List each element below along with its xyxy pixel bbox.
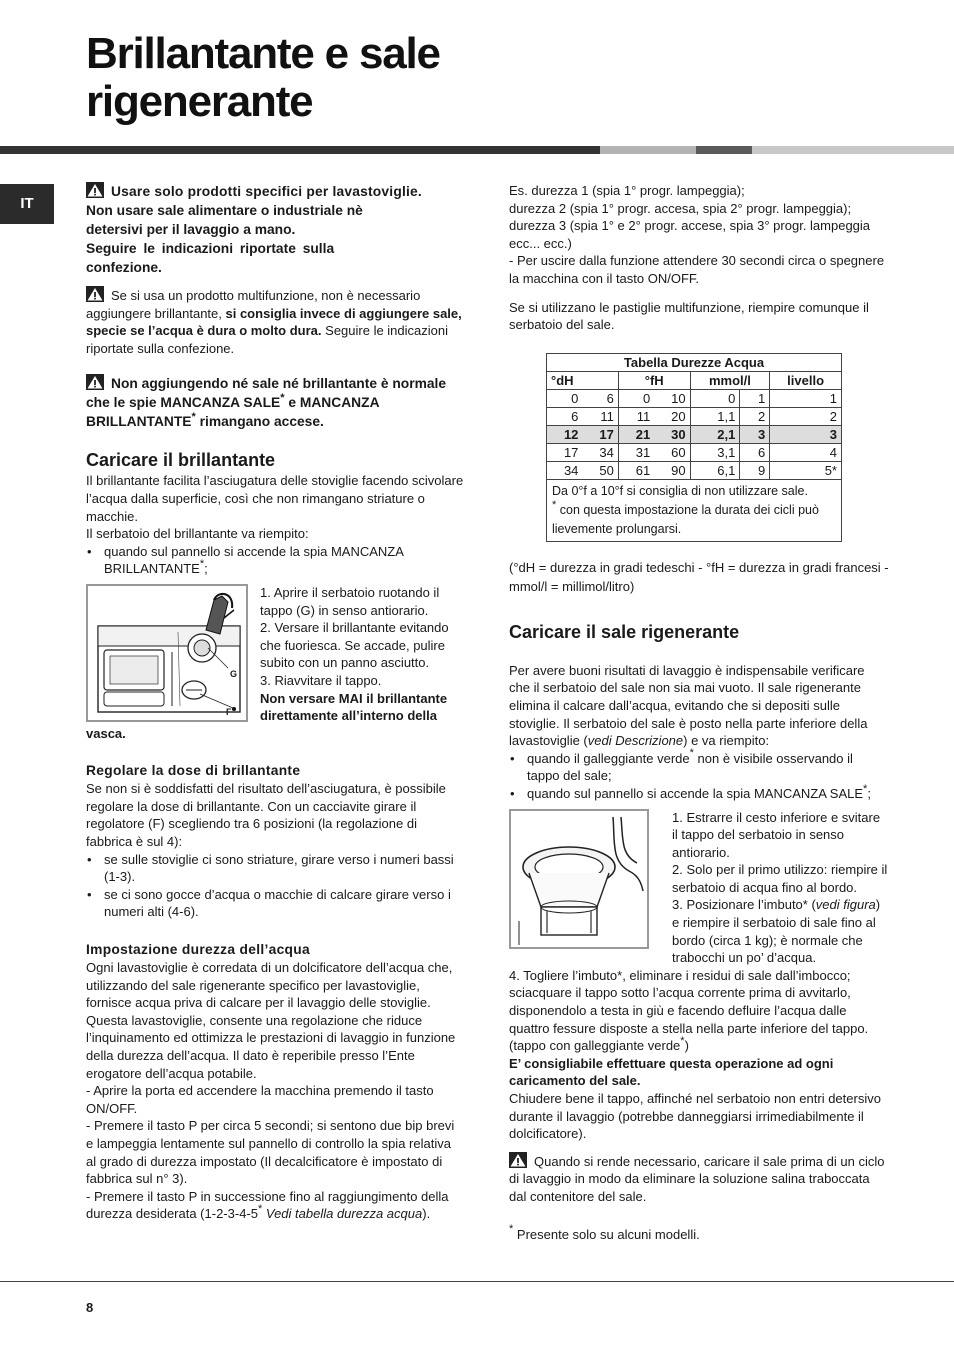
- salt-list: [509, 747, 889, 803]
- warning-icon: [86, 182, 104, 198]
- table-cell: 12: [547, 425, 583, 443]
- table-cell: 1,1: [690, 407, 740, 425]
- list-item: • quando sul pannello si accende la spia MANCANZA BRILLANTANTE*;: [104, 543, 464, 578]
- rinse-aid-dispenser-figure: [86, 584, 248, 722]
- warning-icon: [86, 374, 104, 390]
- table-header: livello: [770, 371, 842, 389]
- table-cell: 4: [770, 443, 842, 461]
- page-title: Brillantante e sale rigenerante: [86, 29, 440, 126]
- hardness-paragraph-4: - Premere il tasto P per circa 5 secondi; si sentono due bip brevi e lampeggia lentamente sul pannello di controllo la spia relativa al grado di durezza impostato (Il decalcificatore è impostato di fabbrica sul n° 3).: [86, 1118, 455, 1187]
- table-cell: 61: [618, 461, 654, 479]
- table-row: [547, 461, 842, 479]
- table-cell: 1: [740, 389, 770, 407]
- list-item: • quando sul pannello si accende la spia MANCANZA SALE*;: [527, 785, 889, 803]
- table-header: mmol/l: [690, 371, 770, 389]
- table-cell: 31: [618, 443, 654, 461]
- water-hardness-table: [546, 353, 842, 542]
- hardness-paragraph-2: Questa lavastoviglie, consente una regolazione che riduce l’inquinamento ed ottimizza le prestazioni di lavaggio in funzione della durezza dell’acqua. Il dato è reperibile presso l’Ente erogatore dell’acqua potabile.: [86, 1012, 456, 1081]
- warning-icon: [86, 286, 104, 302]
- table-cell: 9: [740, 461, 770, 479]
- water-hardness-heading: Impostazione durezza dell’acqua: [86, 942, 310, 958]
- table-cell: 0: [547, 389, 583, 407]
- example-4: - Per uscire dalla funzione attendere 30 secondi circa o spegnere la macchina con il tasto ON/OFF.: [509, 253, 885, 286]
- salt-intro: Per avere buoni risultati di lavaggio è indispensabile verificare che il serbatoio del sale non sia mai vuoto. Il sale rigenerante elimina il calcare dall’acqua, evitando che si depositi sulle stoviglie. Il serbatoio del sale è posto nella parte inferiore della lavastoviglie (vedi Descrizione) e va riempito:: [509, 662, 868, 749]
- step-2: 2. Solo per il primo utilizzo: riempire il serbatoio di acqua fino al bordo.: [672, 862, 888, 895]
- rinse-aid-figure-row: [86, 584, 464, 725]
- table-cell: 2,1: [690, 425, 740, 443]
- figure-label-g: G: [230, 668, 238, 679]
- hardness-paragraph-3: - Aprire la porta ed accendere la macchina premendo il tasto ON/OFF.: [86, 1083, 434, 1116]
- warning-products: Usare solo prodotti specifici per lavastoviglie. Non usare sale alimentare o industriale nè detersivi per il lavaggio a mano. Seguire le indicazioni riportate sulla confezione.: [86, 184, 422, 275]
- table-legend: (°dH = durezza in gradi tedeschi - °fH = durezza in gradi francesi - mmol/l = millimol/litro): [509, 559, 889, 594]
- salt-warning: Quando si rende necessario, caricare il sale prima di un ciclo di lavaggio in modo da eliminare la soluzione salina traboccata dal contenitore del sale.: [509, 1153, 885, 1204]
- rinse-dose-heading: Regolare la dose di brillantante: [86, 763, 301, 779]
- table-cell: 6: [740, 443, 770, 461]
- step-1: 1. Estrarre il cesto inferiore e svitare il tappo del serbatoio in senso antiorario.: [672, 809, 881, 860]
- step-2: 2. Versare il brillantante evitando che fuoriesca. Se accade, pulire subito con un panno asciutto.: [260, 620, 449, 671]
- table-cell: 0: [690, 389, 740, 407]
- table-row: [547, 425, 842, 443]
- list-item: • se ci sono gocce d’acqua o macchie di calcare girare verso i numeri alti (4-6).: [104, 886, 464, 921]
- footnote: * Presente solo su alcuni modelli.: [509, 1223, 700, 1242]
- table-cell: 6: [547, 407, 583, 425]
- table-cell: 30: [654, 425, 690, 443]
- page-number: 8: [86, 1300, 94, 1315]
- header-rule-pale: [752, 146, 954, 154]
- table-cell: 34: [547, 461, 583, 479]
- table-cell: 17: [582, 425, 618, 443]
- rinse-aid-intro: Il brillantante facilita l’asciugatura delle stoviglie facendo scivolare l’acqua dalla superficie, così che non rimangano striature o macchie.: [86, 473, 464, 524]
- salt-close-cap: Chiudere bene il tappo, affinché nel serbatoio non entri detersivo durante il lavaggio (potrebbe danneggiarsi irrimediabilmente il dolcificatore).: [509, 1091, 881, 1142]
- table-cell: 3,1: [690, 443, 740, 461]
- rinse-aid-steps: [260, 584, 464, 725]
- table-note: Da 0°f a 10°f si consiglia di non utilizzare sale. * con questa impostazione la durata dei cicli può lievemente prolungarsi.: [547, 479, 842, 541]
- left-column: [86, 182, 464, 1223]
- table-cell: 60: [654, 443, 690, 461]
- step-1: 1. Aprire il serbatoio ruotando il tappo (G) in senso antiorario.: [260, 584, 440, 618]
- table-cell: 11: [618, 407, 654, 425]
- right-column: [509, 182, 889, 1243]
- salt-figure-row: [509, 809, 889, 967]
- salt-funnel-figure: [509, 809, 649, 949]
- step-4-continued: vasca.: [86, 725, 126, 741]
- table-title: Tabella Durezze Acqua: [547, 353, 842, 371]
- salt-heading: Caricare il sale rigenerante: [509, 621, 740, 642]
- table-cell: 2: [740, 407, 770, 425]
- hardness-paragraph-1: Ogni lavastoviglie è corredata di un dolcificatore dell’acqua che, utilizzando del sale rigenerante specifico per lavastoviglie, fornisce acqua priva di calcare per il lavaggio delle stoviglie.: [86, 960, 453, 1011]
- table-cell: 34: [582, 443, 618, 461]
- rinse-aid-intro2: Il serbatoio del brillantante va riempito:: [86, 526, 309, 542]
- rinse-aid-list: [86, 543, 464, 578]
- warning-icon: [509, 1152, 527, 1168]
- rinse-aid-heading: Caricare il brillantante: [86, 450, 276, 471]
- header-rule-dark: [0, 146, 600, 154]
- table-header: °fH: [618, 371, 690, 389]
- header-rule-light: [600, 146, 696, 154]
- list-item: • se sulle stoviglie ci sono striature, girare verso i numeri bassi (1-3).: [104, 851, 464, 886]
- table-cell: 11: [582, 407, 618, 425]
- tablets-note: Se si utilizzano le pastiglie multifunzione, riempire comunque il serbatoio del sale.: [509, 299, 869, 333]
- rinse-dose-list: [86, 851, 464, 921]
- rinse-dose-text: Se non si è soddisfatti del risultato dell’asciugatura, è possibile regolare la dose di brillantante. Con un cacciavite girare il regolatore (F) scegliendo tra 6 posizioni (la regolazione di fabbrica è sul 4):: [86, 781, 446, 850]
- table-cell: 6,1: [690, 461, 740, 479]
- table-row: [547, 389, 842, 407]
- salt-steps: [672, 809, 889, 967]
- table-cell: 6: [582, 389, 618, 407]
- warning-multifunction: Se si usa un prodotto multifunzione, non è necessario aggiungere brillantante, si consiglia invece di aggiungere sale, specie se l’acqua è dura o molto dura. Seguire le indicazioni riportate sulla confezione.: [86, 288, 462, 356]
- table-cell: 20: [654, 407, 690, 425]
- example-1: Es. durezza 1 (spia 1° progr. lampeggia);: [509, 183, 745, 198]
- salt-advice: E’ consigliabile effettuare questa operazione ad ogni caricamento del sale.: [509, 1055, 834, 1089]
- table-cell: 1: [770, 389, 842, 407]
- example-2: durezza 2 (spia 1° progr. accesa, spia 2° progr. lampeggia);: [509, 200, 852, 216]
- table-cell: 2: [770, 407, 842, 425]
- list-item: • quando il galleggiante verde* non è visibile osservando il tappo del sale;: [527, 750, 889, 785]
- language-tab: IT: [0, 184, 54, 224]
- step-3: 3. Posizionare l’imbuto* (vedi figura) e riempire il serbatoio di sale fino al bordo (circa 1 kg); è normale che trabocchi un po’ d’acqua.: [672, 897, 881, 966]
- step-3: 3. Riavvitare il tappo.: [260, 672, 382, 688]
- figure-label-f: F: [226, 706, 232, 717]
- table-cell: 10: [654, 389, 690, 407]
- table-cell: 3: [770, 425, 842, 443]
- table-row: [547, 443, 842, 461]
- step-4: Non versare MAI il brillantante direttamente all’interno della: [260, 690, 448, 724]
- table-cell: 0: [618, 389, 654, 407]
- warning-lights: Non aggiungendo né sale né brillantante è normale che le spie MANCANZA SALE* e MANCANZA BRILLANTANTE* rimangano accese.: [86, 376, 447, 430]
- table-cell: 21: [618, 425, 654, 443]
- table-row: [547, 407, 842, 425]
- hardness-paragraph-5: - Premere il tasto P in successione fino al raggiungimento della durezza desiderata (1-2-3-4-5* Vedi tabella durezza acqua).: [86, 1188, 449, 1222]
- table-cell: 90: [654, 461, 690, 479]
- step-4: 4. Togliere l’imbuto*, eliminare i residui di sale dall’imbocco; sciacquare il tappo sotto l’acqua corrente prima di avvitarlo, disponendolo a testa in giù e facendo defluire l’acqua dalle quattro fessure disposte a stella nella parte inferiore del tappo. (tappo con galleggiante verde*): [509, 967, 869, 1054]
- example-3: durezza 3 (spia 1° e 2° progr. accese, spia 3° progr. lampeggia ecc... ecc.): [509, 218, 871, 251]
- table-header: °dH: [547, 371, 619, 389]
- footer-rule: [0, 1281, 954, 1282]
- table-cell: 3: [740, 425, 770, 443]
- header-rule-mid: [696, 146, 752, 154]
- table-cell: 5*: [770, 461, 842, 479]
- table-cell: 17: [547, 443, 583, 461]
- table-cell: 50: [582, 461, 618, 479]
